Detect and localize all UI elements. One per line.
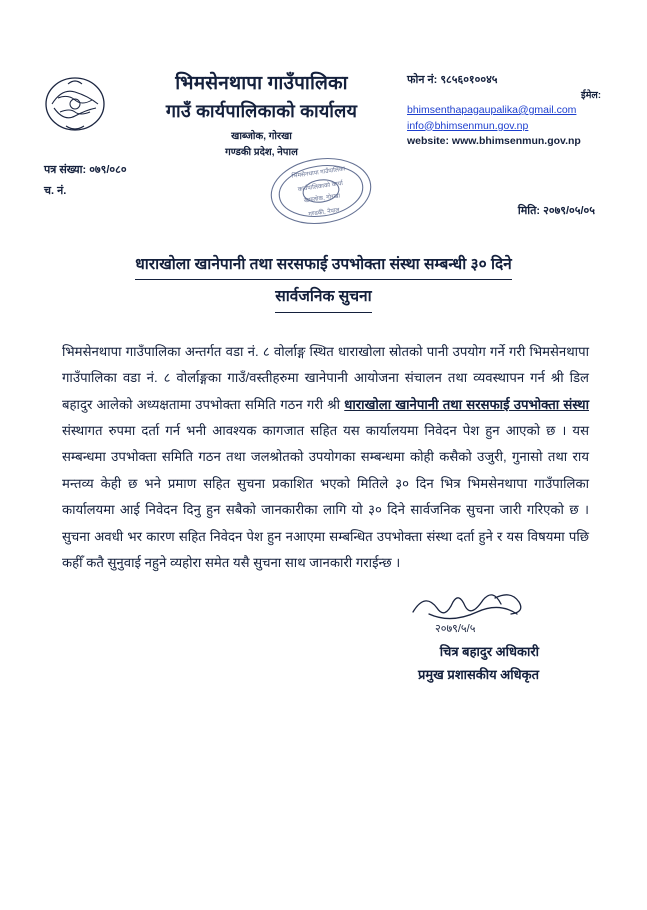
email-address-2[interactable]: info@bhimsenmun.gov.np [407,119,529,132]
notice-title-line-2: सार्वजनिक सुचना [275,284,371,312]
phone-number: फोन नं: ९८५६०१००४५ [407,74,498,86]
signature-block [44,594,603,685]
svg-text:गण्डकी, नेपाल: गण्डकी, नेपाल [308,207,340,218]
reference-block [44,160,127,202]
letter-number: पत्र संख्या: ०७९/०८० [44,164,127,176]
email-label: ईमेल: [581,89,601,101]
notice-title-line-1: धाराखोला खानेपानी तथा सरसफाई उपभोक्ता संस्था सम्बन्धी ३० दिने [135,252,512,280]
svg-text:खाब्जोक, गोरखा: खाब्जोक, गोरखा [303,193,341,205]
svg-text:कार्यपालिकाको कार्या: कार्यपालिकाको कार्या [297,180,344,194]
body-part-1: भिमसेनथापा गाउँपालिका अन्तर्गत वडा नं. ८ वोर्लाङ्ग स्थित धाराखोला स्रोतको पानी उपयोग गर्ने गरी भिमसेनथापा गाउँपालिका वडा नं. ८ वोर्लाङ्गका गाउँ/वस्तीहरुमा खानेपानी आयोजना संचालन तथा व्यवस्थापन गर्न श्री डिल बहादुर आलेको अध्यक्षतामा उपभोक्ता समिति गठन गरी श्री [62,343,589,412]
address-line-1: खाब्जोक, गोरखा [231,130,292,142]
notice-title [44,252,603,313]
cha-number: च. नं. [44,184,67,197]
svg-text:भिमसेनथापा गाउँपालिका: भिमसेनथापा गाउँपालिका [291,166,346,180]
email-address-1[interactable]: bhimsenthapagaupalika@gmail.com [407,103,577,116]
signatory-name: चित्र बहादुर अधिकारी [439,644,539,660]
header-contact-block [407,72,603,150]
body-highlight-organization: धाराखोला खानेपानी तथा सरसफाई उपभोक्ता संस्था [344,396,589,412]
website-address[interactable]: website: www.bhimsenmun.gov.np [407,135,581,148]
header-center [106,70,407,160]
address-line-2: गण्डकी प्रदेश, नेपाल [225,146,298,158]
office-stamp [262,152,380,230]
signatory-designation: प्रमुख प्रशासकीय अधिकृत [418,667,539,683]
organization-name: भिमसेनथापा गाउँपालिका [175,73,348,94]
organization-office: गाउँ कार्यपालिकाको कार्यालय [165,100,358,121]
body-part-2: संस्थागत रुपमा दर्ता गर्न भनी आवश्यक कागजात सहित यस कार्यालयमा निवेदन पेश हुन आएको छ । यस सम्बन्धमा उपभोक्ता समिति गठन तथा जलश्रोतको उपयोगका सम्बन्धमा कोही कसैको उजुरी, गुनासो तथा राय मन्तव्य केही छ भने प्रमाण सहित सुचना प्रकाशित भएको मितिले ३० दिन भित्र भिमसेनथापा गाउँपालिका कार्यालयमा आई निवेदन दिनु हुन सबैको जानकारीका लागि यो ३० दिने सार्वजनिक सुचना जारी गरिएको छ । सुचना अवधी भर कारण सहित निवेदन पेश हुन नआएमा सम्बन्धित उपभोक्ता संस्था दर्ता हुने र यस विषयमा पछि कहीँ कतै सुनुवाई नहुने व्यहोरा समेत यसै सुचना साथ जानकारी गराईन्छ । [62,422,589,570]
nepal-government-emblem-icon [44,74,106,136]
signature-date-handwritten: २०७९/५/५ [435,623,476,636]
handwritten-signature [44,594,539,640]
issue-date: मिति: २०७९/०५/०५ [517,205,595,217]
notice-body [44,339,603,577]
